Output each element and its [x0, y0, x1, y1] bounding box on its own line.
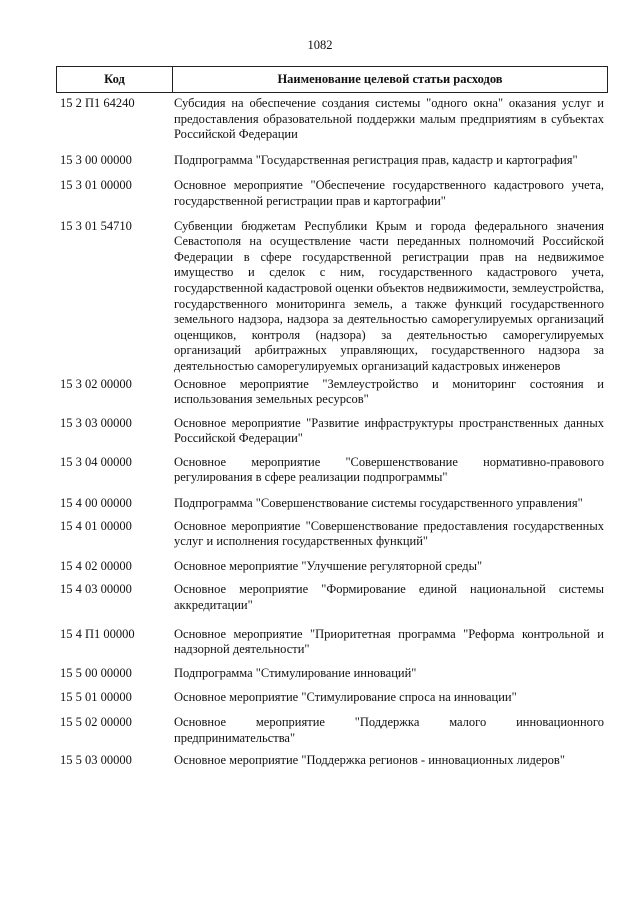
- table-row: [60, 219, 606, 375]
- row-name: Основное мероприятие "Стимулирование спроса на инновации": [174, 690, 517, 705]
- row-name: Основное мероприятие "Совершенствование предоставления государственных услуг и исполнения государственных функций": [174, 518, 604, 549]
- header-name: Наименование целевой статьи расходов: [277, 72, 503, 86]
- table-row: [60, 377, 606, 408]
- table-row: [60, 496, 606, 512]
- row-code: 15 4 01 00000: [60, 518, 132, 533]
- row-name: Подпрограмма "Государственная регистрация прав, кадастр и картография": [174, 152, 578, 167]
- row-name: Основное мероприятие "Развитие инфраструктуры пространственных данных Российской Федерации": [174, 415, 604, 446]
- table-row: [60, 627, 606, 658]
- row-name: Основное мероприятие "Поддержка регионов - инновационных лидеров": [174, 753, 565, 768]
- row-name: Основное мероприятие "Землеустройство и мониторинг состояния и использования земельных ресурсов": [174, 376, 604, 407]
- table-row: [60, 96, 606, 143]
- row-code: 15 3 02 00000: [60, 376, 132, 391]
- table-row: [60, 519, 606, 550]
- row-name: Основное мероприятие "Обеспечение государственного кадастрового учета, государственной регистрации прав и картографии": [174, 178, 604, 208]
- table-row: [60, 455, 606, 486]
- row-code: 15 4 П1 00000: [60, 626, 135, 641]
- row-name: Основное мероприятие "Приоритетная программа "Реформа контрольной и надзорной деятельности": [174, 626, 604, 657]
- table-row: [60, 178, 606, 209]
- table-row: [60, 690, 606, 706]
- row-code: 15 5 03 00000: [60, 753, 132, 768]
- header-code: Код: [57, 67, 173, 92]
- row-name: Основное мероприятие "Совершенствование нормативно-правового регулирования в сфере реализации подпрограммы": [174, 454, 604, 485]
- table-header: [56, 66, 608, 93]
- row-code: 15 4 03 00000: [60, 582, 132, 597]
- table-row: [60, 582, 606, 613]
- row-name: Основное мероприятие "Формирование единой национальной системы аккредитации": [174, 582, 604, 613]
- row-code: 15 3 03 00000: [60, 415, 132, 430]
- row-code: 15 5 01 00000: [60, 690, 132, 705]
- table-row: [60, 666, 606, 682]
- page-number: 1082: [307, 38, 333, 52]
- table-row: [60, 753, 606, 769]
- row-name: Субвенции бюджетам Республики Крым и города федерального значения Севастополя на осуществление части переданных полномочий Российской Федерации в сфере государственной регистрации прав на недвижимое имущество и сделок с ним, государственного кадастрового учета, государственной кадастровой оценки объектов недвижимости, землеустройства, государственного мониторинга земель, а также функций государственного земельного надзора, надзора за деятельностью саморегулируемых организаций оценщиков, контроля (надзора) за деятельностью саморегулируемых организаций арбитражных управляющих, государственного надзора за деятельностью саморегулируемых организаций кадастровых инженеров: [174, 218, 604, 373]
- table-row: [60, 715, 606, 746]
- row-code: 15 4 00 00000: [60, 496, 132, 511]
- row-name: Основное мероприятие "Поддержка малого инновационного предпринимательства": [174, 715, 604, 745]
- row-name: Субсидия на обеспечение создания системы "одного окна" оказания услуг и предоставления образовательной поддержки малым предприятиям в субъектах Российской Федерации: [174, 96, 604, 142]
- row-code: 15 5 02 00000: [60, 715, 132, 729]
- table-row: [60, 559, 606, 575]
- row-code: 15 4 02 00000: [60, 558, 132, 573]
- row-code: 15 2 П1 64240: [60, 96, 135, 110]
- table-row: [60, 153, 606, 169]
- row-code: 15 3 01 54710: [60, 218, 132, 233]
- row-code: 15 3 04 00000: [60, 454, 132, 469]
- row-name: Подпрограмма "Стимулирование инноваций": [174, 665, 417, 680]
- row-name: Подпрограмма "Совершенствование системы государственного управления": [174, 496, 583, 511]
- row-code: 15 5 00 00000: [60, 665, 132, 680]
- table-row: [60, 416, 606, 447]
- table-body: [60, 96, 606, 769]
- row-name: Основное мероприятие "Улучшение регуляторной среды": [174, 558, 483, 573]
- row-code: 15 3 01 00000: [60, 178, 132, 193]
- row-code: 15 3 00 00000: [60, 152, 132, 167]
